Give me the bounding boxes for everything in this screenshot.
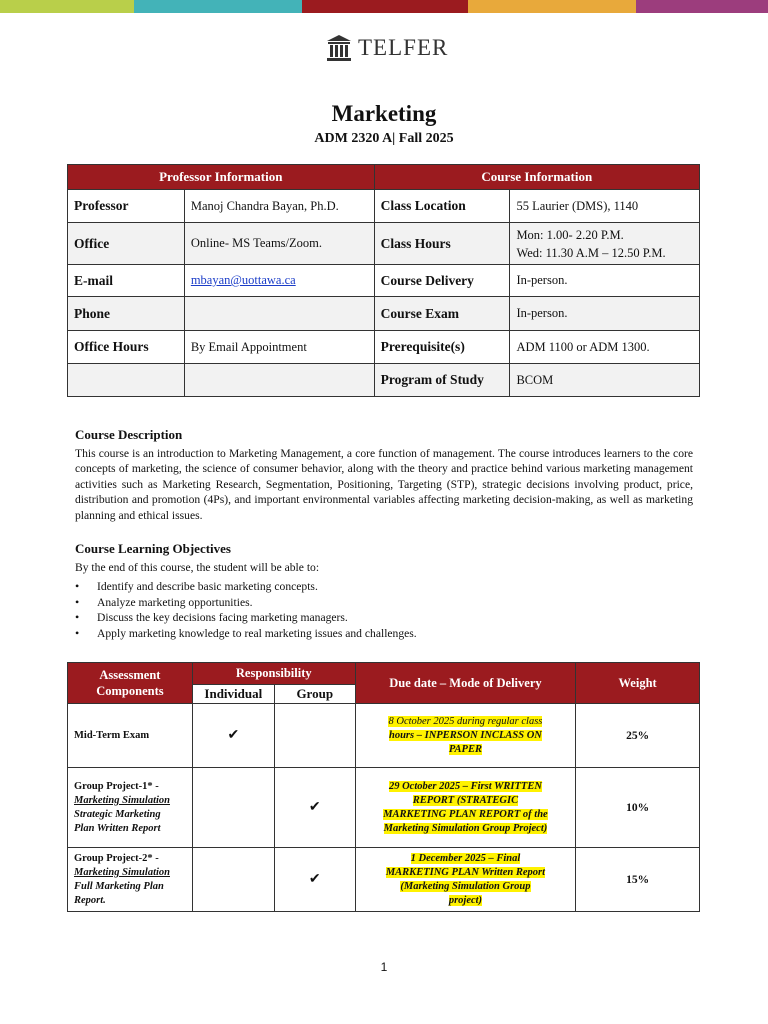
assessment-name-line: Group Project-2* - xyxy=(74,852,159,864)
check-icon: ✔ xyxy=(274,848,355,912)
assessment-name-line: Strategic Marketing xyxy=(74,808,161,820)
telfer-logo xyxy=(326,34,448,62)
empty-cell xyxy=(274,704,355,768)
assessment-name xyxy=(68,768,193,848)
empty-cell xyxy=(68,364,185,397)
weight-value: 10% xyxy=(576,768,700,848)
building-columns-icon xyxy=(326,34,352,62)
course-delivery-value: In-person. xyxy=(510,265,700,297)
assessment-name xyxy=(68,848,193,912)
individual-header: Individual xyxy=(192,685,274,704)
course-delivery-label: Course Delivery xyxy=(374,265,510,297)
assessment-table xyxy=(67,662,700,912)
course-exam-label: Course Exam xyxy=(374,297,510,331)
assessment-name-line: Marketing Simulation xyxy=(74,794,170,806)
class-location-value: 55 Laurier (DMS), 1140 xyxy=(510,190,700,223)
due-date-line: 1 December 2025 – Final xyxy=(410,852,521,864)
class-hours-label: Class Hours xyxy=(374,223,510,265)
list-item: • Apply marketing knowledge to real marketing issues and challenges. xyxy=(75,626,417,642)
assessment-name-line: Full Marketing Plan xyxy=(74,880,164,892)
phone-value xyxy=(184,297,374,331)
learning-objectives-list xyxy=(75,579,417,641)
weight-header: Weight xyxy=(576,663,700,704)
components-header xyxy=(68,663,193,704)
responsibility-header: Responsibility xyxy=(192,663,355,685)
course-description-text: This course is an introduction to Marketing Management, a core function of management. The course introduces learners to the core concepts of marketing, the science of consumer behavior, along with the theory and practice behind various marketing management activities such as Marketing Research, Segmentation, Positioning, Targeting (STP), strategic decisions involving product, price, distribution and promotion (4Ps), and important environmental variables affecting marketing decision-making, as well as marketing planning and ethical issues. xyxy=(75,447,693,522)
class-hours-monday: Mon: 1.00- 2.20 P.M. xyxy=(516,227,624,242)
program-of-study-label: Program of Study xyxy=(374,364,510,397)
empty-cell xyxy=(184,364,374,397)
learning-objectives-intro: By the end of this course, the student will be able to: xyxy=(75,561,320,574)
email-label: E-mail xyxy=(68,265,185,297)
course-code: ADM 2320 A| Fall 2025 xyxy=(314,131,454,146)
class-hours-value xyxy=(510,223,700,265)
check-icon: ✔ xyxy=(274,768,355,848)
office-hours-value: By Email Appointment xyxy=(184,331,374,364)
program-of-study-value: BCOM xyxy=(510,364,700,397)
table-row xyxy=(68,704,700,768)
learning-objectives-heading: Course Learning Objectives xyxy=(75,541,231,556)
assessment-name-line: Report. xyxy=(74,894,106,906)
email-link[interactable]: mbayan@uottawa.ca xyxy=(190,273,296,287)
due-date-cell xyxy=(355,768,576,848)
table-row xyxy=(68,223,700,265)
empty-cell xyxy=(192,768,274,848)
due-date-line: MARKETING PLAN REPORT of the xyxy=(383,808,548,820)
weight-value: 25% xyxy=(576,704,700,768)
brand-color-bar xyxy=(0,0,768,13)
table-row xyxy=(68,297,700,331)
table-row xyxy=(68,265,700,297)
list-item: • Discuss the key decisions facing marketing managers. xyxy=(75,610,417,626)
prerequisite-label: Prerequisite(s) xyxy=(374,331,510,364)
due-date-cell xyxy=(355,704,576,768)
color-segment-purple xyxy=(636,0,768,13)
course-info-table xyxy=(67,164,700,397)
table-row xyxy=(68,331,700,364)
office-label: Office xyxy=(68,223,185,265)
due-date-line: PAPER xyxy=(448,743,482,755)
assessment-name-line: Marketing Simulation xyxy=(74,866,170,878)
class-location-label: Class Location xyxy=(374,190,510,223)
office-value: Online- MS Teams/Zoom. xyxy=(184,223,374,265)
professor-info-header: Professor Information xyxy=(68,165,375,190)
table-row xyxy=(68,364,700,397)
check-icon: ✔ xyxy=(192,704,274,768)
due-date-cell xyxy=(355,848,576,912)
office-hours-label: Office Hours xyxy=(68,331,185,364)
page-title: Marketing xyxy=(331,101,437,126)
assessment-name: Mid-Term Exam xyxy=(68,704,193,768)
due-date-line: REPORT (STRATEGIC xyxy=(412,794,519,806)
components-header-label: Assessment Components xyxy=(96,668,164,698)
due-date-line: Marketing Simulation Group Project) xyxy=(383,822,548,834)
color-segment-red xyxy=(302,0,468,13)
due-date-line: MARKETING PLAN Written Report xyxy=(385,866,546,878)
empty-cell xyxy=(192,848,274,912)
phone-label: Phone xyxy=(68,297,185,331)
table-row xyxy=(68,848,700,912)
due-date-line: hours – INPERSON INCLASS ON xyxy=(389,729,542,741)
prerequisite-value: ADM 1100 or ADM 1300. xyxy=(510,331,700,364)
course-exam-value: In-person. xyxy=(510,297,700,331)
class-hours-wednesday: Wed: 11.30 A.M – 12.50 P.M. xyxy=(516,245,666,260)
table-row xyxy=(68,768,700,848)
due-date-line: (Marketing Simulation Group xyxy=(400,880,531,892)
professor-label: Professor xyxy=(68,190,185,223)
color-segment-teal xyxy=(134,0,302,13)
list-item: • Analyze marketing opportunities. xyxy=(75,595,417,611)
email-value xyxy=(184,265,374,297)
course-info-header: Course Information xyxy=(374,165,699,190)
assessment-name-line: Plan Written Report xyxy=(74,822,161,834)
professor-value: Manoj Chandra Bayan, Ph.D. xyxy=(184,190,374,223)
group-header: Group xyxy=(274,685,355,704)
logo-text: TELFER xyxy=(358,35,449,60)
due-date-line: project) xyxy=(448,894,483,906)
weight-value: 15% xyxy=(576,848,700,912)
page-number: 1 xyxy=(380,960,388,974)
color-segment-green xyxy=(0,0,134,13)
due-date-header: Due date – Mode of Delivery xyxy=(355,663,576,704)
due-date-line: 8 October 2025 during regular class xyxy=(388,715,543,727)
list-item: • Identify and describe basic marketing concepts. xyxy=(75,579,417,595)
assessment-name-line: Group Project-1* - xyxy=(74,780,159,792)
color-segment-orange xyxy=(468,0,636,13)
table-row xyxy=(68,190,700,223)
due-date-line: 29 October 2025 – First WRITTEN xyxy=(388,780,542,792)
course-description-heading: Course Description xyxy=(75,427,183,442)
